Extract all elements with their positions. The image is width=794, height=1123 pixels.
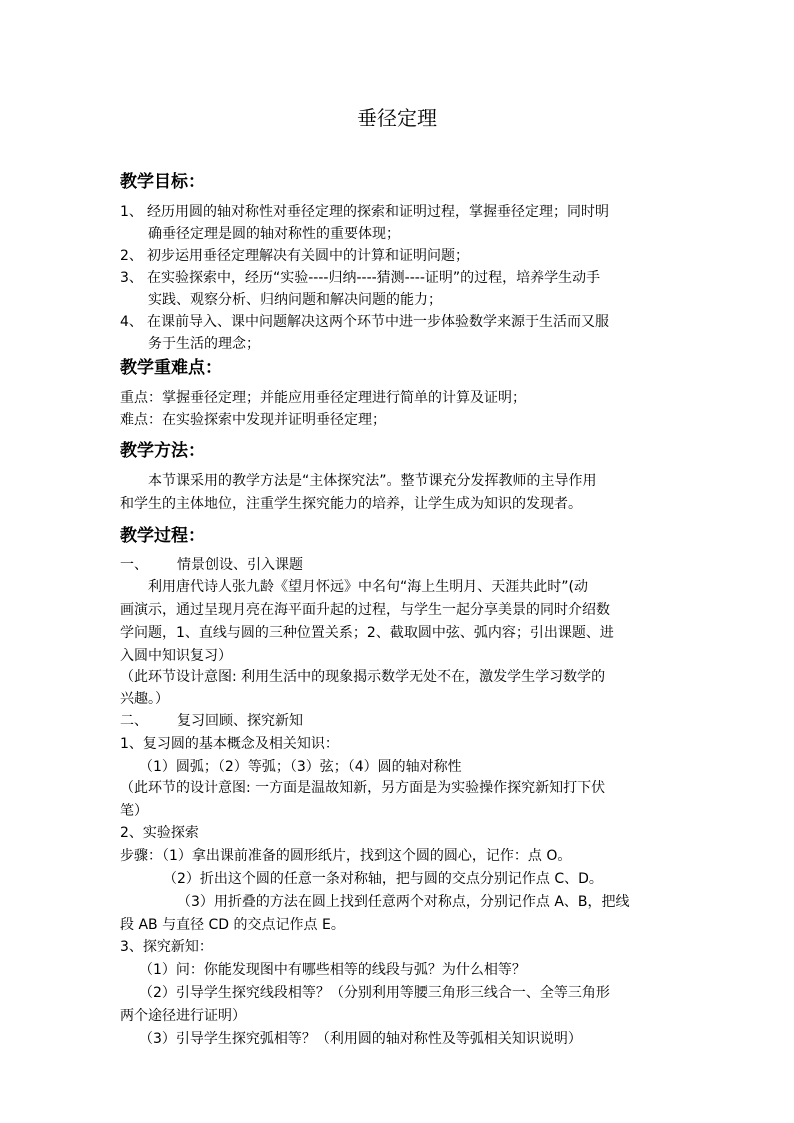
- page-title: 垂径定理: [357, 106, 437, 130]
- question-1: （1）问：你能发现图中有哪些相等的线段与弧？为什么相等？: [139, 962, 526, 978]
- objective-4-line1: 在课前导入、课中问题解决这两个环节中进一步体验数学来源于生活而又服: [147, 314, 609, 330]
- objective-4-line2: 务于生活的理念；: [148, 336, 260, 352]
- part-number: 二、: [120, 713, 148, 729]
- difficult-point-line: 难点：在实验探索中发现并证明垂径定理；: [120, 412, 386, 428]
- part1-title: 情景创设、引入课题: [177, 557, 303, 573]
- question-2-line1: （2）引导学生探究线段相等？（分别利用等腰三角形三线合一、全等三角形: [139, 985, 610, 1001]
- heading-process: 教学过程：: [120, 526, 205, 546]
- heading-methods: 教学方法：: [120, 441, 205, 461]
- key-point-line: 重点：掌握垂径定理；并能应用垂径定理进行简单的计算及证明；: [120, 390, 526, 406]
- part1-text-line3: 学问题，1、直线与圆的三种位置关系；2、截取圆中弦、弧内容；引出课题、进: [120, 625, 614, 641]
- subsection3-title: 3、探究新知：: [120, 939, 213, 955]
- item-number: 3、: [120, 270, 143, 286]
- part2-title: 复习回顾、探究新知: [177, 713, 303, 729]
- methods-line2: 和学生的主体地位，注重学生探究能力的培养，让学生成为知识的发现者。: [120, 496, 582, 512]
- methods-line1: 本节课采用的教学方法是“主体探究法”。整节课充分发挥教师的主导作用: [148, 473, 597, 489]
- heading-key-points: 教学重难点：: [120, 358, 222, 378]
- objective-1-line1: 经历用圆的轴对称性对垂径定理的探索和证明过程，掌握垂径定理；同时明: [147, 204, 609, 220]
- step-2: （2）折出这个圆的任意一条对称轴，把与圆的交点分别记作点 C、D。: [163, 871, 603, 887]
- objective-3-line1: 在实验探索中，经历“实验----归纳----猜测----证明”的过程，培养学生动手: [147, 270, 601, 286]
- part1-text-line4: 入圆中知识复习）: [120, 648, 232, 664]
- objective-2-line1: 初步运用垂径定理解决有关圆中的计算和证明问题；: [147, 248, 469, 264]
- subsection1-intent-line2: 笔）: [120, 803, 148, 819]
- question-2-line2: 两个途径进行证明）: [120, 1008, 246, 1024]
- item-number: 2、: [120, 248, 143, 264]
- question-3: （3）引导学生探究弧相等？（利用圆的轴对称性及等弧相关知识说明）: [139, 1031, 582, 1047]
- part1-text-line1: 利用唐代诗人张九龄《望月怀远》中名句“海上生明月、天涯共此时”(动: [148, 579, 588, 595]
- heading-objectives: 教学目标：: [120, 172, 205, 192]
- part1-intent-line2: 兴趣。）: [120, 691, 169, 707]
- subsection1-title: 1、复习圆的基本概念及相关知识：: [120, 736, 339, 752]
- step-3-line2: 段 AB 与直径 CD 的交点记作点 E。: [120, 917, 345, 933]
- step-3-line1: （3）用折叠的方法在圆上找到任意两个对称点，分别记作点 A、B，把线: [177, 894, 630, 910]
- part1-text-line2: 画演示，通过呈现月亮在海平面升起的过程，与学生一起分享美景的同时介绍数: [120, 602, 610, 618]
- objective-1-line2: 确垂径定理是圆的轴对称性的重要体现；: [148, 226, 400, 242]
- subsection2-title: 2、实验探索: [120, 825, 199, 841]
- item-number: 4、: [120, 314, 143, 330]
- subsection1-items: （1）圆弧；（2）等弧；（3）弦；（4）圆的轴对称性: [139, 759, 462, 775]
- part-number: 一、: [120, 557, 148, 573]
- step-1: 步骤：（1）拿出课前准备的圆形纸片，找到这个圆的圆心，记作：点 O。: [120, 848, 572, 864]
- part1-intent-line1: （此环节设计意图: 利用生活中的现象揭示数学无处不在，激发学生学习数学的: [120, 669, 606, 685]
- objective-3-line2: 实践、观察分析、归纳问题和解决问题的能力；: [148, 292, 442, 308]
- subsection1-intent-line1: （此环节的设计意图: 一方面是温故知新，另方面是为实验操作探究新知打下伏: [120, 780, 606, 796]
- item-number: 1、: [120, 204, 143, 220]
